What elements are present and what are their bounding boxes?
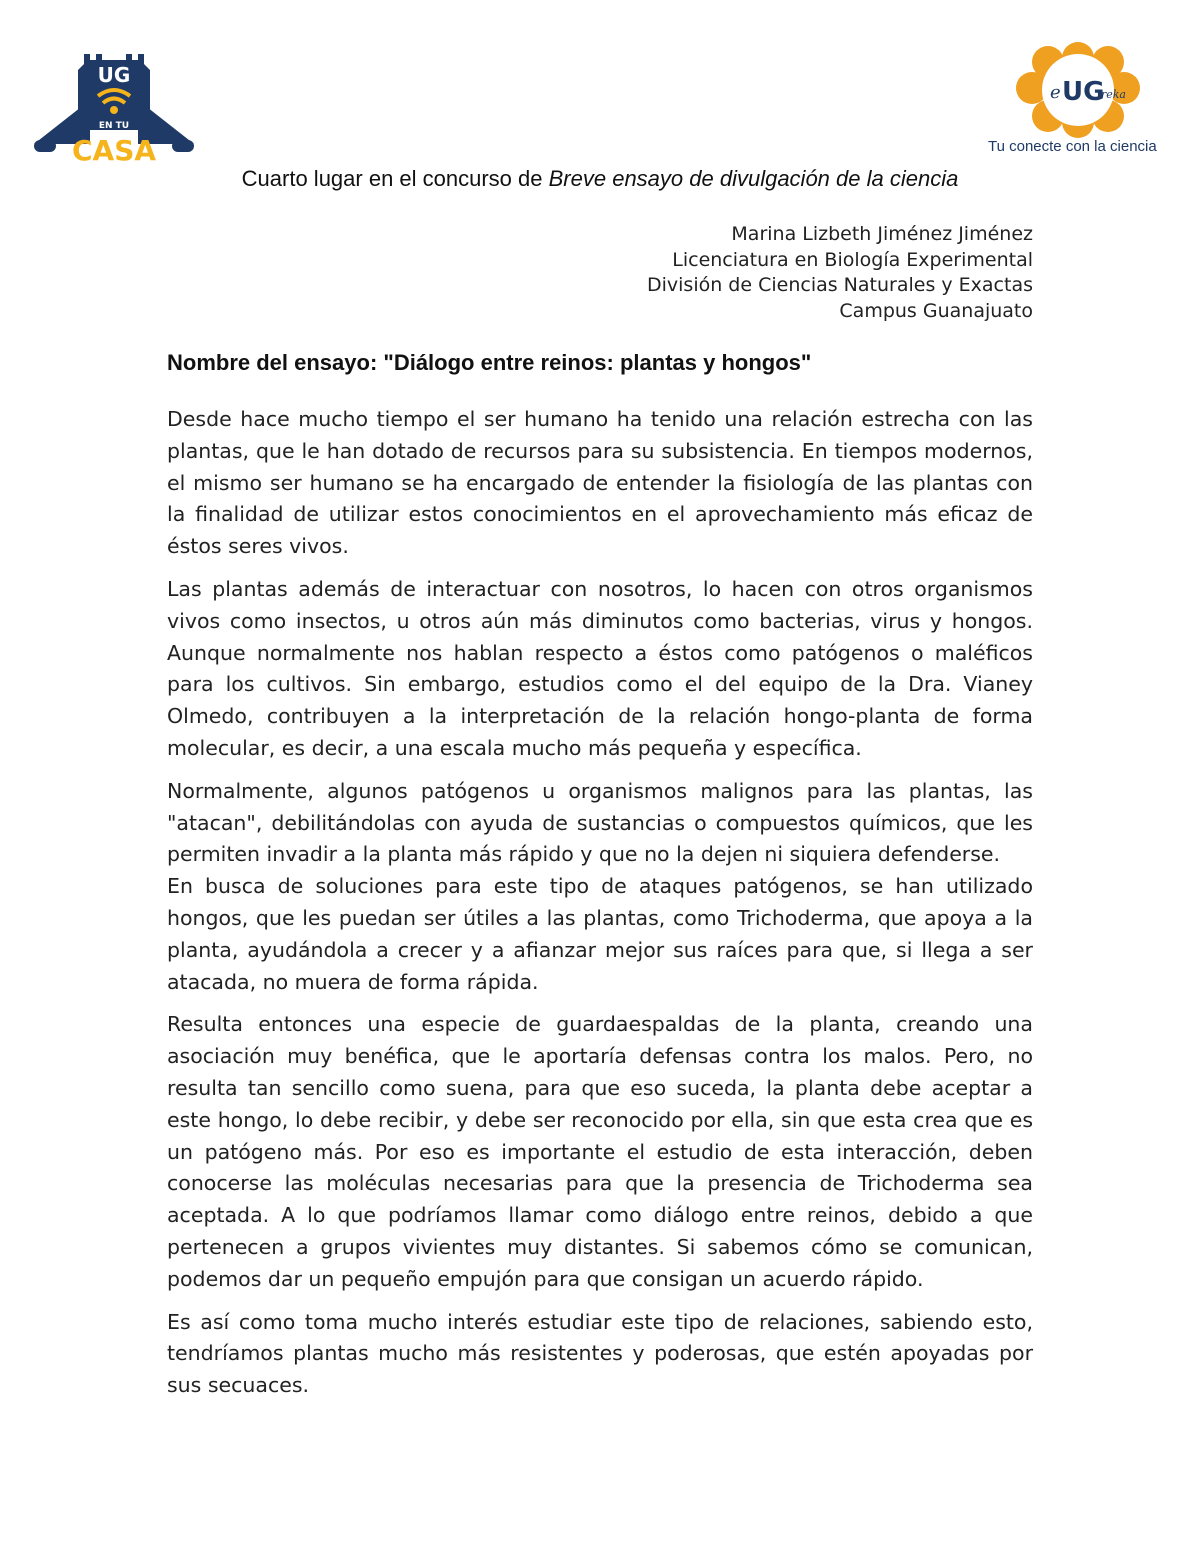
paragraph: Desde hace mucho tiempo el ser humano ha tenido una relación estrecha con las plantas, que le han dotado de recursos para su subsistencia. En tiempos modernos, el mismo ser humano se ha encargado de entender la fisiología de las plantas con la finalidad de utilizar estos conocimientos en el aprovechamiento más eficaz de éstos seres vivos.: [167, 407, 1033, 559]
svg-text:EN TU: EN TU: [98, 121, 130, 131]
page-title: [0, 166, 1200, 192]
author-name: Marina Lizbeth Jiménez Jiménez: [731, 223, 1033, 245]
author-campus: Campus Guanajuato: [839, 299, 1033, 322]
paragraph: Es así como toma mucho interés estudiar este tipo de relaciones, sabiendo esto, tendríamos plantas mucho más resistentes y poderosas, que estén apoyadas por sus secuaces.: [167, 1309, 1033, 1398]
title-emphasis: Breve ensayo de divulgación de la ciencia: [548, 166, 959, 191]
paragraph: Resulta entonces una especie de guardaespaldas de la planta, creando una asociación muy benéfica, que le aportaría defensas contra los malos. Pero, no resulta tan sencillo como suena, para que eso suceda, la planta debe aceptar a este hongo, lo debe recibir, y debe ser reconocido por ella, sin que esta crea que es un patógeno más. Por eso es importante el estudio de esta interacción, deben conocerse las moléculas necesarias para que la presencia de Trichoderma sea aceptada. A lo que podríamos llamar como diálogo entre reinos, debido a que pertenecen a grupos vivientes muy distantes. Si sabemos cómo se comunican, podemos dar un pequeño empujón para que consigan un acuerdo rápido.: [167, 1012, 1033, 1291]
svg-text:CASA: CASA: [71, 134, 157, 166]
svg-text:reka: reka: [1101, 88, 1126, 101]
svg-text:UG: UG: [97, 63, 131, 87]
logo-tagline: Tu conecte con la ciencia: [988, 138, 1157, 155]
author-program: Licenciatura en Biología Experimental: [672, 248, 1033, 271]
essay-body: [167, 404, 1033, 1413]
svg-text:UG: UG: [1062, 77, 1105, 107]
paragraph: Normalmente, algunos patógenos u organismos malignos para las plantas, las "atacan", debilitándolas con ayuda de sustancias o compuestos químicos, que les permiten invadir a la planta más rápido y que no la dejen ni siquiera defenderse.: [167, 778, 1033, 867]
author-division: División de Ciencias Naturales y Exactas: [646, 274, 1033, 296]
paragraph: Las plantas además de interactuar con nosotros, lo hacen con otros organismos vivos como insectos, u otros aún más diminutos como bacterias, virus y hongos. Aunque normalmente nos hablan respecto a éstos como patógenos o maléficos para los cultivos. Sin embargo, estudios como el del equipo de la Dra. Vianey Olmedo, contribuyen a la interpretación de la relación hongo-planta de forma molecular, es decir, a una escala mucho más pequeña y específica.: [167, 576, 1033, 760]
eugreka-logo: [1008, 40, 1148, 140]
svg-text:e: e: [1050, 82, 1061, 103]
ug-en-tu-casa-logo: [30, 48, 198, 166]
author-block: [647, 222, 1033, 324]
title-prefix: Cuarto lugar en el concurso de: [241, 166, 549, 191]
paragraph: En busca de soluciones para este tipo de ataques patógenos, se han utilizado hongos, que les puedan ser útiles a las plantas, como Trichoderma, que apoya a la planta, ayudándola a crecer y a afianzar mejor sus raíces para que, si llega a ser atacada, no muera de forma rápida.: [167, 874, 1033, 994]
essay-name-heading: Nombre del ensayo: "Diálogo entre reinos: plantas y hongos": [167, 350, 812, 375]
